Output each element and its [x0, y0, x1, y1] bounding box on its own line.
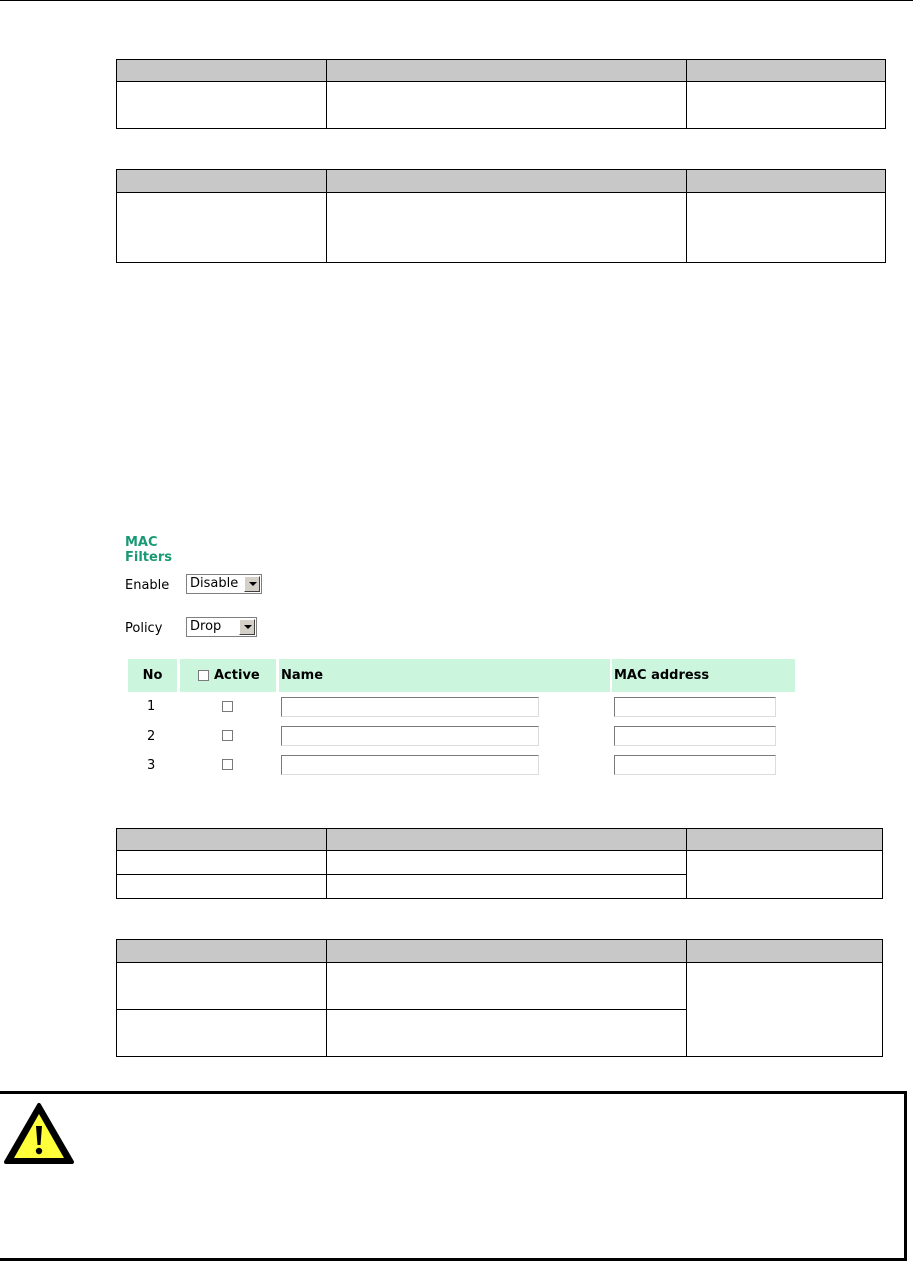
policy-label: Policy: [125, 621, 163, 636]
table-cell: [327, 1010, 687, 1057]
row-active-checkbox[interactable]: [222, 730, 233, 741]
table-header-cell: [327, 170, 687, 193]
parameter-table-1: [116, 59, 886, 129]
enable-select[interactable]: [186, 574, 262, 594]
column-header-name-label: Name: [281, 668, 324, 683]
table-cell: [117, 851, 327, 875]
table-header-cell: [117, 940, 327, 963]
table-cell: [687, 82, 886, 129]
column-header-active: [180, 659, 276, 692]
table-cell: [117, 1010, 327, 1057]
table-header-cell: [327, 60, 687, 82]
page-top-rule: [0, 0, 913, 1]
select-all-checkbox[interactable]: [198, 670, 209, 681]
enable-label: Enable: [125, 578, 170, 593]
table-header-cell: [117, 170, 327, 193]
chevron-down-icon[interactable]: [244, 576, 260, 592]
table-header-cell: [117, 829, 327, 851]
row-name-input[interactable]: [281, 755, 539, 775]
column-header-name: [279, 659, 610, 692]
row-number: 3: [147, 758, 156, 773]
table-cell: [687, 963, 883, 1057]
row-active-checkbox[interactable]: [222, 701, 233, 712]
table-cell: [117, 193, 327, 263]
row-name-input[interactable]: [281, 726, 539, 746]
row-mac-input[interactable]: [614, 726, 776, 746]
policy-select-value: Drop: [190, 619, 222, 634]
table-header-cell: [687, 60, 886, 82]
warning-notice-box: [0, 1091, 907, 1261]
row-name-input[interactable]: [281, 697, 539, 717]
parameter-table-3: [116, 828, 883, 899]
warning-triangle-icon: [3, 1102, 75, 1166]
policy-select[interactable]: [186, 617, 257, 637]
table-cell: [117, 963, 327, 1010]
table-cell: [327, 875, 687, 899]
column-header-active-label: Active: [214, 668, 260, 683]
table-cell: [327, 963, 687, 1010]
table-cell: [327, 851, 687, 875]
table-header-cell: [687, 170, 886, 193]
parameter-table-2: [116, 169, 886, 263]
enable-select-value: Disable: [190, 576, 239, 591]
row-mac-input[interactable]: [614, 697, 776, 717]
row-active-checkbox[interactable]: [222, 759, 233, 770]
table-cell: [117, 875, 327, 899]
table-cell: [117, 82, 327, 129]
column-header-no: [128, 659, 177, 692]
table-header-cell: [687, 940, 883, 963]
table-header-cell: [327, 829, 687, 851]
column-header-no-label: No: [142, 668, 163, 683]
table-cell: [327, 193, 687, 263]
row-number: 2: [147, 729, 156, 744]
row-number: 1: [147, 699, 156, 714]
table-header-cell: [687, 829, 883, 851]
parameter-table-4: [116, 939, 883, 1057]
column-header-mac-label: MAC address: [614, 668, 710, 683]
table-cell: [687, 193, 886, 263]
chevron-down-icon[interactable]: [239, 619, 255, 635]
table-header-cell: [117, 60, 327, 82]
table-header-cell: [327, 940, 687, 963]
mac-filters-title: MAC Filters: [125, 535, 172, 565]
row-mac-input[interactable]: [614, 755, 776, 775]
column-header-mac: [612, 659, 795, 692]
table-cell: [327, 82, 687, 129]
table-cell: [687, 851, 883, 899]
